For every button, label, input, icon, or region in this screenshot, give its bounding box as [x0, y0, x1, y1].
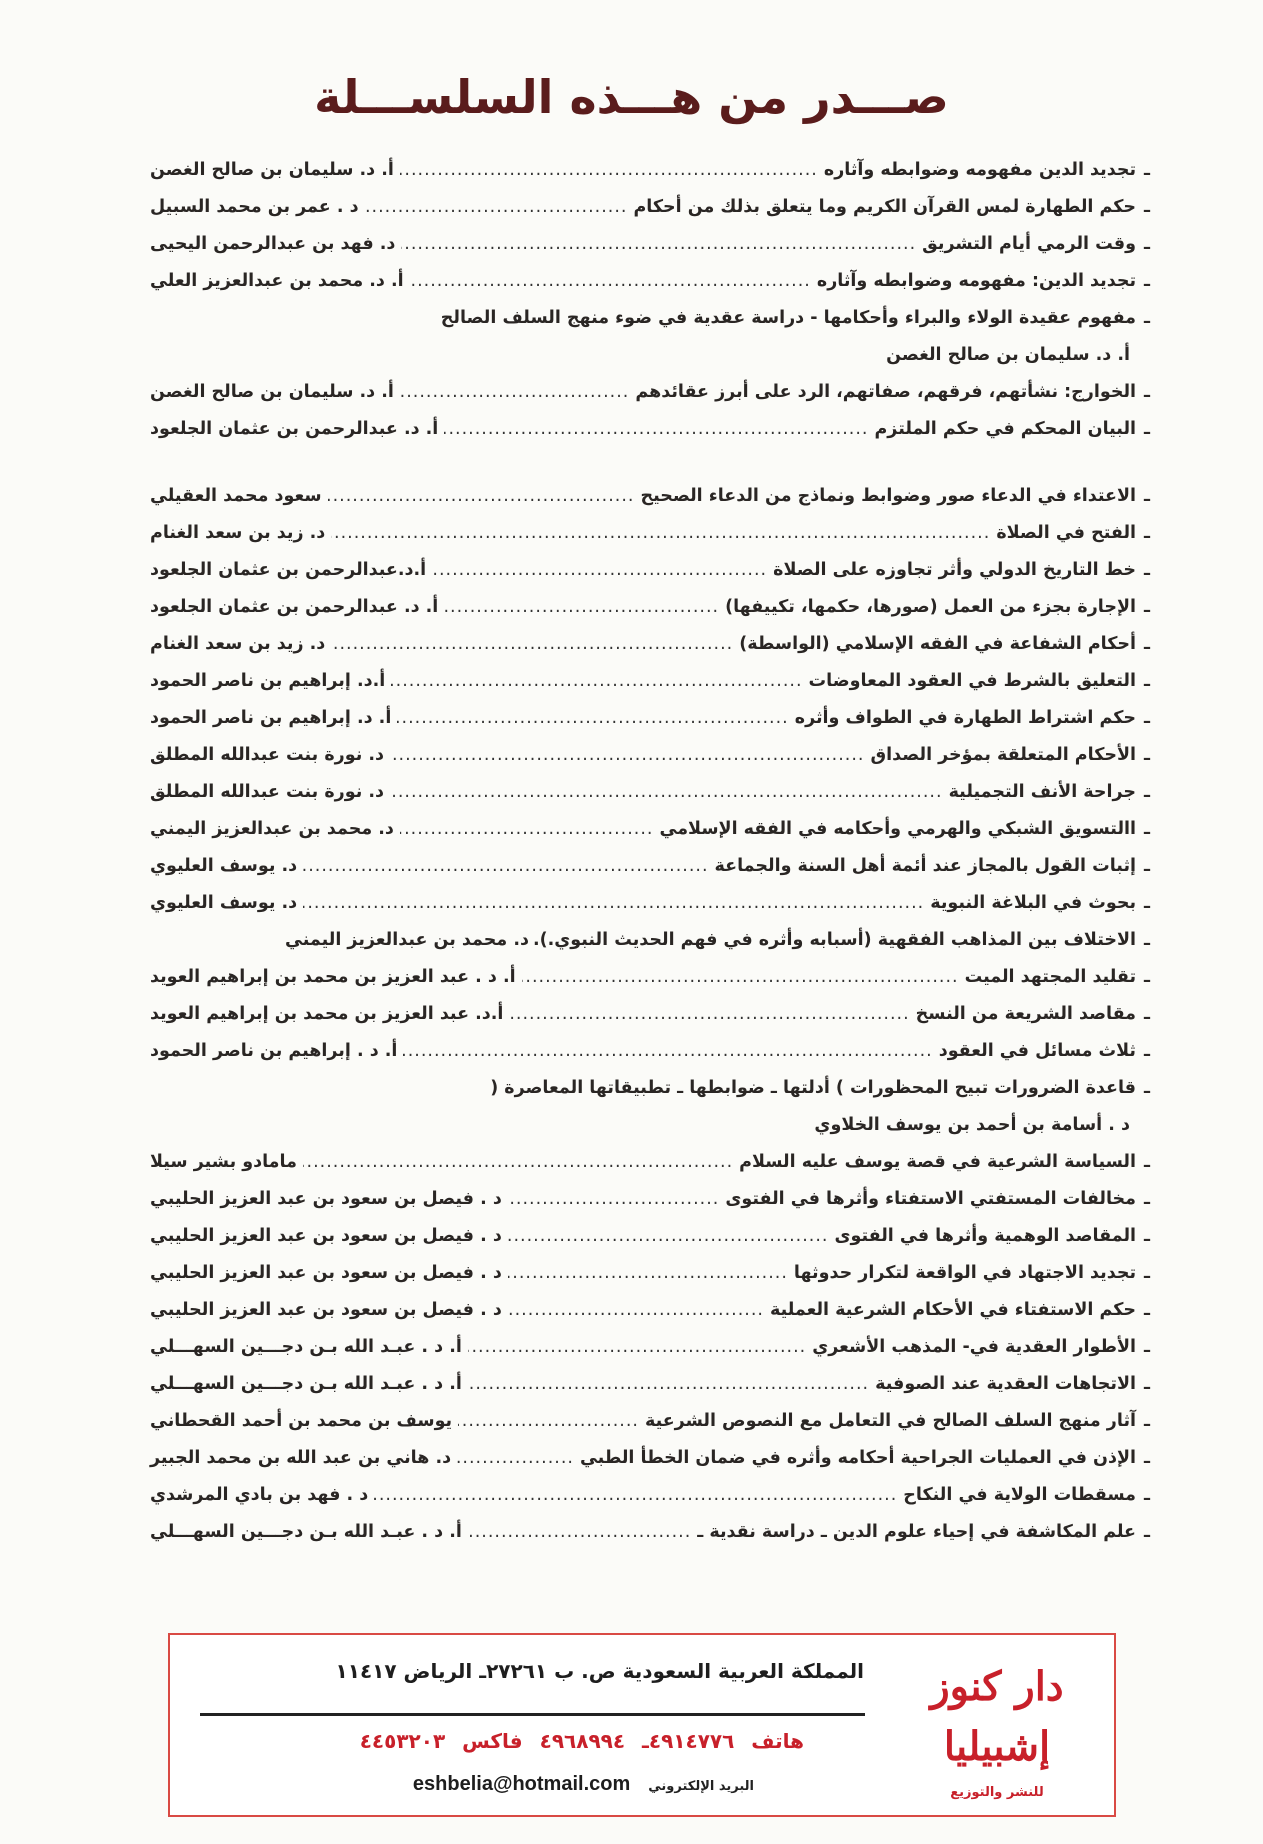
list-item [150, 1448, 1150, 1485]
dot-leader [410, 271, 811, 291]
publisher-info-box [168, 1633, 1116, 1817]
dot-leader [331, 634, 733, 654]
dot-leader [508, 1263, 788, 1283]
book-title: أحكام الشفاعة في الفقه الإسلامي (الواسطة) [739, 634, 1137, 654]
email-row [413, 1773, 754, 1796]
author-name: أ. د. عبدالرحمن بن عثمان الجلعود [150, 597, 439, 617]
section-gap [150, 456, 1150, 486]
dot-leader [457, 1448, 574, 1468]
author-name: أ.د. عبد العزيز بن محمد بن إبراهيم العويد [150, 1004, 504, 1024]
publisher-address: المملكة العربية السعودية ص. ب ٢٧٢٦١ـ الرياض ١١٤١٧ [335, 1659, 864, 1683]
list-item [150, 1374, 1150, 1411]
dot-leader [444, 419, 868, 439]
author-name: أ. د. سليمان بن صالح الغصن [886, 345, 1130, 365]
bullet-dash: ـ [1144, 893, 1150, 913]
dot-leader [403, 1041, 932, 1061]
list-item [150, 308, 1150, 345]
dot-leader [444, 597, 719, 617]
dot-leader [508, 1189, 720, 1209]
author-name: أ. د. عبدالرحمن بن عثمان الجلعود [150, 419, 439, 439]
author-name: أ. د. محمد بن عبدالعزيز العلي [150, 271, 404, 291]
bullet-dash: ـ [1144, 856, 1150, 876]
dot-leader [508, 1226, 829, 1246]
book-title: حكم الاستفتاء في الأحكام الشرعية العملية [769, 1300, 1137, 1320]
email-label: البريد الإلكتروني [648, 1779, 754, 1794]
book-title: الخوارج: نشأتهم، فرقهم، صفاتهم، الرد على أبرز عقائدهم [635, 382, 1137, 402]
book-title: السياسة الشرعية في قصة يوسف عليه السلام [739, 1152, 1137, 1172]
dot-leader [522, 967, 959, 987]
book-title: الإذن في العمليات الجراحية أحكامه وأثره في ضمان الخطأ الطبي [579, 1448, 1137, 1468]
dot-leader [331, 523, 990, 543]
book-title: علم المكاشفة في إحياء علوم الدين ـ دراسة نقدية ـ [697, 1522, 1137, 1542]
author-name: أ. د . عبـد الله بـن دجـــين السهـــلي [150, 1374, 462, 1394]
list-item [150, 634, 1150, 671]
list-item [150, 819, 1150, 856]
list-item [150, 967, 1150, 1004]
book-title: إثبات القول بالمجاز عند أئمة أهل السنة والجماعة [714, 856, 1137, 876]
bullet-dash: ـ [1144, 234, 1150, 254]
dot-leader [374, 1485, 897, 1505]
author-name: أ. د. إبراهيم بن ناصر الحمود [150, 708, 392, 728]
bullet-dash: ـ [1144, 382, 1150, 402]
dot-leader [468, 1337, 806, 1357]
book-title: مقاصد الشريعة من النسخ [915, 1004, 1137, 1024]
bullet-dash: ـ [1144, 1226, 1150, 1246]
dot-leader [509, 1004, 909, 1024]
bullet-dash: ـ [1144, 930, 1150, 950]
book-title: الأحكام المتعلقة بمؤخر الصداق [870, 745, 1137, 765]
list-item [150, 1115, 1150, 1152]
author-name: د. نورة بنت عبدالله المطلق [150, 745, 384, 765]
list-item [150, 1041, 1150, 1078]
bullet-dash: ـ [1144, 1078, 1150, 1098]
bullet-dash: ـ [1144, 1152, 1150, 1172]
author-name: د . فيصل بن سعود بن عبد العزيز الحليبي [150, 1189, 502, 1209]
dot-leader [508, 1300, 764, 1320]
bullet-dash: ـ [1144, 560, 1150, 580]
bullet-dash: ـ [1144, 597, 1150, 617]
list-item [150, 1337, 1150, 1374]
book-title: آثار منهج السلف الصالح في التعامل مع النصوص الشرعية [644, 1411, 1137, 1431]
author-name: د . أسامة بن أحمد بن يوسف الخلاوي [814, 1115, 1130, 1135]
dot-leader [400, 160, 818, 180]
dot-leader [365, 197, 628, 217]
author-name: د. محمد بن عبدالعزيز اليمني [285, 930, 529, 950]
author-name: د. زيد بن سعد الغنام [150, 523, 326, 543]
book-title: المقاصد الوهمية وأثرها في الفتوى [834, 1226, 1137, 1246]
list-item [150, 1078, 1150, 1115]
bullet-dash: ـ [1144, 819, 1150, 839]
dot-leader [468, 1522, 691, 1542]
book-title: الاتجاهات العقدية عند الصوفية [875, 1374, 1137, 1394]
bullet-dash: ـ [1144, 1448, 1150, 1468]
author-name: يوسف بن محمد بن أحمد القحطاني [150, 1411, 453, 1431]
dot-leader [432, 560, 767, 580]
book-title: مخالفات المستفتي الاستفتاء وأثرها في الفتوى [725, 1189, 1137, 1209]
book-title: الأطوار العقدية في- المذهب الأشعري [812, 1337, 1137, 1357]
list-item [150, 856, 1150, 893]
book-title: التعليق بالشرط في العقود المعاوضات [808, 671, 1137, 691]
list-item [150, 560, 1150, 597]
list-item [150, 745, 1150, 782]
author-name: مامادو بشير سيلا [150, 1152, 297, 1172]
list-item [150, 1189, 1150, 1226]
list-item [150, 1226, 1150, 1263]
divider [200, 1713, 865, 1716]
dot-leader [468, 1374, 869, 1394]
dot-leader [400, 819, 654, 839]
author-name: أ. د . إبراهيم بن ناصر الحمود [150, 1041, 398, 1061]
bullet-dash: ـ [1144, 671, 1150, 691]
book-title: قاعدة الضرورات تبيح المحظورات ) أدلتها ـ ضوابطها ـ تطبيقاتها المعاصرة ( [490, 1078, 1137, 1098]
author-name: د. يوسف العليوي [150, 856, 298, 876]
dot-leader [303, 893, 924, 913]
book-title: الفتح في الصلاة [996, 523, 1137, 543]
publication-list [150, 160, 1150, 1559]
dot-leader [390, 782, 943, 802]
page-title: صـــدر من هـــذه السلســـلة [314, 70, 949, 124]
dot-leader [400, 382, 629, 402]
author-name: أ.د. إبراهيم بن ناصر الحمود [150, 671, 386, 691]
author-name: د . عمر بن محمد السبيل [150, 197, 359, 217]
dot-leader [401, 234, 916, 254]
bullet-dash: ـ [1144, 1004, 1150, 1024]
list-item [150, 1152, 1150, 1189]
list-item [150, 782, 1150, 819]
bullet-dash: ـ [1144, 782, 1150, 802]
bullet-dash: ـ [1144, 967, 1150, 987]
book-title: وقت الرمي أيام التشريق [922, 234, 1137, 254]
list-item [150, 1004, 1150, 1041]
publisher-logo-text: دار كنوز إشبيليا [930, 1663, 1064, 1770]
list-item [150, 382, 1150, 419]
book-title: حكم الطهارة لمس القرآن الكريم وما يتعلق بذلك من أحكام [633, 197, 1137, 217]
bullet-dash: ـ [1144, 708, 1150, 728]
author-name: د. هاني بن عبد الله بن محمد الجبير [150, 1448, 452, 1468]
dot-leader [391, 671, 802, 691]
bullet-dash: ـ [1144, 1337, 1150, 1357]
list-item [150, 1485, 1150, 1522]
list-item [150, 1411, 1150, 1448]
list-item [150, 671, 1150, 708]
list-item [150, 486, 1150, 523]
bullet-dash: ـ [1144, 1411, 1150, 1431]
publisher-phones: هاتف ٤٩١٤٧٧٦ـ ٤٩٦٨٩٩٤ فاكس ٤٤٥٣٢٠٣ [359, 1729, 804, 1753]
list-item [150, 271, 1150, 308]
book-title: الاعتداء في الدعاء صور وضوابط ونماذج من الدعاء الصحيح [640, 486, 1137, 506]
bullet-dash: ـ [1144, 486, 1150, 506]
author-name: د. فهد بن عبدالرحمن اليحيى [150, 234, 396, 254]
book-title: تقليد المجتهد الميت [964, 967, 1137, 987]
author-name: سعود محمد العقيلي [150, 486, 322, 506]
list-item [150, 1263, 1150, 1300]
author-name: أ. د . عبـد الله بـن دجـــين السهـــلي [150, 1337, 462, 1357]
list-item [150, 597, 1150, 634]
book-title: البيان المحكم في حكم الملتزم [874, 419, 1137, 439]
book-title: ثلاث مسائل في العقود [938, 1041, 1137, 1061]
bullet-dash: ـ [1144, 419, 1150, 439]
book-title: االتسويق الشبكي والهرمي وأحكامه في الفقه الإسلامي [659, 819, 1137, 839]
publisher-tagline: للنشر والتوزيع [950, 1785, 1044, 1800]
book-title: تجديد الدين مفهومه وضوابطه وآثاره [823, 160, 1137, 180]
dot-leader [328, 486, 635, 506]
book-title: الاختلاف بين المذاهب الفقهية (أسبابه وأثره في فهم الحديث النبوي.). [532, 930, 1137, 950]
bullet-dash: ـ [1144, 1041, 1150, 1061]
bullet-dash: ـ [1144, 1189, 1150, 1209]
dot-leader [303, 856, 708, 876]
author-name: أ.د.عبدالرحمن بن عثمان الجلعود [150, 560, 427, 580]
list-item [150, 893, 1150, 930]
bullet-dash: ـ [1144, 745, 1150, 765]
list-item [150, 160, 1150, 197]
list-item [150, 1522, 1150, 1559]
bullet-dash: ـ [1144, 1485, 1150, 1505]
book-title: تجديد الدين: مفهومه وضوابطه وآثاره [816, 271, 1137, 291]
author-name: د. يوسف العليوي [150, 893, 298, 913]
list-item [150, 419, 1150, 456]
author-name: أ. د. سليمان بن صالح الغصن [150, 382, 394, 402]
dot-leader [303, 1152, 733, 1172]
publisher-logo [902, 1657, 1092, 1800]
author-name: د. زيد بن سعد الغنام [150, 634, 326, 654]
author-name: أ. د . عبـد الله بـن دجـــين السهـــلي [150, 1522, 462, 1542]
list-item [150, 345, 1150, 382]
dot-leader [390, 745, 865, 765]
bullet-dash: ـ [1144, 523, 1150, 543]
list-item [150, 708, 1150, 745]
book-title: تجديد الاجتهاد في الواقعة لتكرار حدوثها [793, 1263, 1137, 1283]
bullet-dash: ـ [1144, 1300, 1150, 1320]
author-name: أ. د. سليمان بن صالح الغصن [150, 160, 394, 180]
list-item [150, 197, 1150, 234]
dot-leader [458, 1411, 639, 1431]
author-name: د . فيصل بن سعود بن عبد العزيز الحليبي [150, 1263, 502, 1283]
bullet-dash: ـ [1144, 1522, 1150, 1542]
bullet-dash: ـ [1144, 1263, 1150, 1283]
book-title: جراحة الأنف التجميلية [948, 782, 1137, 802]
bullet-dash: ـ [1144, 197, 1150, 217]
bullet-dash: ـ [1144, 160, 1150, 180]
bullet-dash: ـ [1144, 308, 1150, 328]
book-title: حكم اشتراط الطهارة في الطواف وأثره [794, 708, 1137, 728]
author-name: د . فيصل بن سعود بن عبد العزيز الحليبي [150, 1226, 502, 1246]
book-title: مفهوم عقيدة الولاء والبراء وأحكامها - دراسة عقدية في ضوء منهج السلف الصالح [440, 308, 1137, 328]
book-title: مسقطات الولاية في النكاح [903, 1485, 1137, 1505]
bullet-dash: ـ [1144, 271, 1150, 291]
list-item [150, 1300, 1150, 1337]
book-title: بحوث في البلاغة النبوية [930, 893, 1137, 913]
bullet-dash: ـ [1144, 1374, 1150, 1394]
dot-leader [397, 708, 788, 728]
author-name: د . فيصل بن سعود بن عبد العزيز الحليبي [150, 1300, 502, 1320]
author-name: د. محمد بن عبدالعزيز اليمني [150, 819, 394, 839]
bullet-dash: ـ [1144, 634, 1150, 654]
book-title: الإجارة بجزء من العمل (صورها، حكمها، تكييفها) [725, 597, 1137, 617]
book-title: خط التاريخ الدولي وأثر تجاوزه على الصلاة [773, 560, 1137, 580]
author-name: د. نورة بنت عبدالله المطلق [150, 782, 384, 802]
list-item [150, 523, 1150, 560]
author-name: أ. د . عبد العزيز بن محمد بن إبراهيم العويد [150, 967, 516, 987]
email-link[interactable]: eshbelia@hotmail.com [412, 1773, 631, 1795]
author-name: د . فهد بن بادي المرشدي [150, 1485, 369, 1505]
list-item [150, 234, 1150, 271]
list-item [150, 930, 1150, 967]
